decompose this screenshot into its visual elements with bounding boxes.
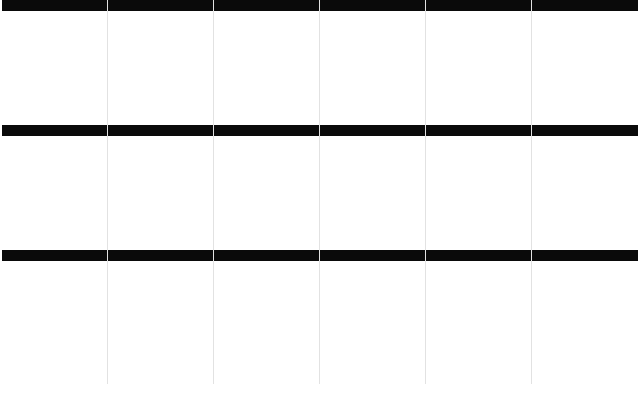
section-header-bar xyxy=(320,125,426,136)
text-line xyxy=(214,221,320,231)
text-line xyxy=(214,286,320,296)
text-line xyxy=(532,306,638,316)
text-line xyxy=(426,26,532,36)
text-line xyxy=(320,316,426,326)
text-line xyxy=(2,161,108,171)
text-column-6 xyxy=(532,0,638,384)
text-line xyxy=(320,276,426,286)
text-column-3 xyxy=(214,0,320,384)
text-line xyxy=(2,326,108,336)
text-line xyxy=(532,231,638,241)
text-line xyxy=(426,161,532,171)
text-line xyxy=(2,151,108,161)
footer-line-2 xyxy=(0,397,640,409)
text-line xyxy=(108,181,214,191)
text-line xyxy=(108,201,214,211)
text-line xyxy=(108,96,214,106)
footer-line-1 xyxy=(0,385,640,397)
text-line xyxy=(426,266,532,276)
section-header-bar xyxy=(320,0,426,11)
text-line xyxy=(2,306,108,316)
text-line xyxy=(426,286,532,296)
text-line xyxy=(532,16,638,26)
text-line xyxy=(426,276,532,286)
text-line xyxy=(214,276,320,286)
text-line xyxy=(320,56,426,66)
text-line xyxy=(108,141,214,151)
text-line xyxy=(108,26,214,36)
text-line xyxy=(532,106,638,116)
section-header-bar xyxy=(532,0,638,11)
text-line xyxy=(214,36,320,46)
section-header-bar xyxy=(2,125,108,136)
text-line xyxy=(2,191,108,201)
text-line xyxy=(426,181,532,191)
text-line xyxy=(214,191,320,201)
text-line xyxy=(532,86,638,96)
text-line xyxy=(426,316,532,326)
text-line xyxy=(426,106,532,116)
column-divider xyxy=(213,0,214,384)
text-line xyxy=(2,266,108,276)
text-line xyxy=(214,26,320,36)
text-line xyxy=(108,276,214,286)
text-line xyxy=(108,86,214,96)
text-line xyxy=(2,336,108,346)
text-line xyxy=(426,76,532,86)
text-line xyxy=(214,326,320,336)
text-line xyxy=(214,306,320,316)
text-line xyxy=(214,66,320,76)
column-divider xyxy=(531,0,532,384)
text-line xyxy=(532,151,638,161)
text-line xyxy=(320,161,426,171)
text-line xyxy=(532,36,638,46)
text-line xyxy=(108,56,214,66)
text-line xyxy=(426,151,532,161)
text-line xyxy=(108,286,214,296)
text-line xyxy=(2,66,108,76)
text-line xyxy=(532,181,638,191)
text-line xyxy=(2,296,108,306)
text-line xyxy=(320,221,426,231)
text-line xyxy=(320,66,426,76)
text-line xyxy=(532,276,638,286)
text-line xyxy=(320,266,426,276)
text-line xyxy=(2,201,108,211)
text-line xyxy=(426,221,532,231)
text-line xyxy=(108,266,214,276)
text-line xyxy=(108,191,214,201)
text-line xyxy=(214,76,320,86)
text-line xyxy=(426,171,532,181)
text-line xyxy=(108,211,214,221)
text-line xyxy=(426,336,532,346)
text-line xyxy=(108,36,214,46)
text-line xyxy=(532,141,638,151)
section-header-bar xyxy=(320,250,426,261)
text-line xyxy=(320,106,426,116)
text-line xyxy=(2,276,108,286)
text-line xyxy=(2,96,108,106)
text-line xyxy=(532,161,638,171)
section-header-bar xyxy=(426,125,532,136)
text-line xyxy=(214,56,320,66)
text-line xyxy=(320,326,426,336)
text-line xyxy=(320,36,426,46)
text-line xyxy=(320,76,426,86)
section-header-bar xyxy=(214,125,320,136)
text-line xyxy=(320,201,426,211)
text-line xyxy=(532,26,638,36)
text-line xyxy=(2,211,108,221)
text-line xyxy=(214,181,320,191)
text-line xyxy=(214,211,320,221)
text-line xyxy=(108,171,214,181)
text-line xyxy=(2,181,108,191)
text-line xyxy=(532,221,638,231)
text-line xyxy=(214,231,320,241)
text-line xyxy=(426,16,532,26)
text-line xyxy=(532,191,638,201)
text-line xyxy=(532,201,638,211)
text-line xyxy=(108,151,214,161)
text-line xyxy=(532,56,638,66)
text-line xyxy=(426,46,532,56)
text-line xyxy=(214,201,320,211)
text-line xyxy=(426,326,532,336)
text-line xyxy=(320,171,426,181)
text-line xyxy=(426,66,532,76)
text-line xyxy=(426,56,532,66)
text-line xyxy=(426,231,532,241)
text-line xyxy=(108,106,214,116)
text-line xyxy=(320,181,426,191)
text-line xyxy=(108,221,214,231)
text-line xyxy=(108,316,214,326)
text-line xyxy=(532,171,638,181)
text-line xyxy=(2,86,108,96)
text-column-4 xyxy=(320,0,426,384)
text-line xyxy=(320,86,426,96)
column-divider xyxy=(425,0,426,384)
section-header-bar xyxy=(108,250,214,261)
text-line xyxy=(320,191,426,201)
section-header-bar xyxy=(108,125,214,136)
section-header-bar xyxy=(214,0,320,11)
text-line xyxy=(426,306,532,316)
text-line xyxy=(426,191,532,201)
column-divider xyxy=(319,0,320,384)
text-line xyxy=(108,326,214,336)
text-line xyxy=(532,286,638,296)
text-line xyxy=(320,151,426,161)
text-line xyxy=(214,86,320,96)
section-header-bar xyxy=(2,250,108,261)
section-header-bar xyxy=(2,0,108,11)
text-line xyxy=(2,231,108,241)
section-header-bar xyxy=(426,0,532,11)
text-line xyxy=(214,266,320,276)
text-line xyxy=(426,141,532,151)
text-line xyxy=(108,16,214,26)
text-line xyxy=(320,141,426,151)
text-line xyxy=(108,296,214,306)
text-line xyxy=(426,96,532,106)
text-line xyxy=(108,336,214,346)
text-line xyxy=(108,46,214,56)
text-line xyxy=(2,221,108,231)
text-line xyxy=(2,76,108,86)
text-line xyxy=(426,36,532,46)
section-header-bar xyxy=(214,250,320,261)
text-line xyxy=(532,266,638,276)
text-column-5 xyxy=(426,0,532,384)
text-line xyxy=(108,66,214,76)
text-column-2 xyxy=(108,0,214,384)
text-line xyxy=(320,16,426,26)
section-header-bar xyxy=(532,250,638,261)
text-line xyxy=(320,231,426,241)
text-line xyxy=(2,56,108,66)
text-line xyxy=(532,96,638,106)
text-line xyxy=(532,211,638,221)
text-line xyxy=(214,336,320,346)
text-column-1 xyxy=(2,0,108,384)
text-line xyxy=(2,286,108,296)
text-line xyxy=(108,76,214,86)
text-line xyxy=(214,96,320,106)
text-line xyxy=(214,16,320,26)
text-line xyxy=(2,316,108,326)
text-line xyxy=(214,316,320,326)
text-line xyxy=(532,66,638,76)
text-line xyxy=(108,231,214,241)
section-header-bar xyxy=(108,0,214,11)
text-line xyxy=(426,86,532,96)
text-line xyxy=(214,141,320,151)
text-line xyxy=(320,286,426,296)
text-line xyxy=(214,296,320,306)
text-line xyxy=(214,171,320,181)
text-line xyxy=(532,46,638,56)
text-line xyxy=(2,36,108,46)
text-line xyxy=(320,296,426,306)
text-line xyxy=(214,46,320,56)
text-line xyxy=(2,171,108,181)
column-divider xyxy=(107,0,108,384)
text-line xyxy=(320,26,426,36)
section-header-bar xyxy=(426,250,532,261)
text-line xyxy=(320,306,426,316)
text-line xyxy=(532,336,638,346)
text-line xyxy=(426,201,532,211)
text-line xyxy=(320,336,426,346)
text-line xyxy=(2,141,108,151)
text-line xyxy=(2,26,108,36)
text-line xyxy=(532,326,638,336)
text-line xyxy=(214,151,320,161)
text-line xyxy=(426,211,532,221)
text-line xyxy=(426,296,532,306)
text-line xyxy=(320,46,426,56)
text-line xyxy=(2,106,108,116)
text-line xyxy=(532,296,638,306)
text-line xyxy=(214,161,320,171)
text-line xyxy=(320,211,426,221)
text-line xyxy=(320,96,426,106)
text-line xyxy=(214,106,320,116)
text-line xyxy=(2,16,108,26)
text-line xyxy=(532,316,638,326)
text-line xyxy=(2,46,108,56)
section-header-bar xyxy=(532,125,638,136)
text-line xyxy=(532,76,638,86)
text-line xyxy=(108,161,214,171)
text-line xyxy=(108,306,214,316)
